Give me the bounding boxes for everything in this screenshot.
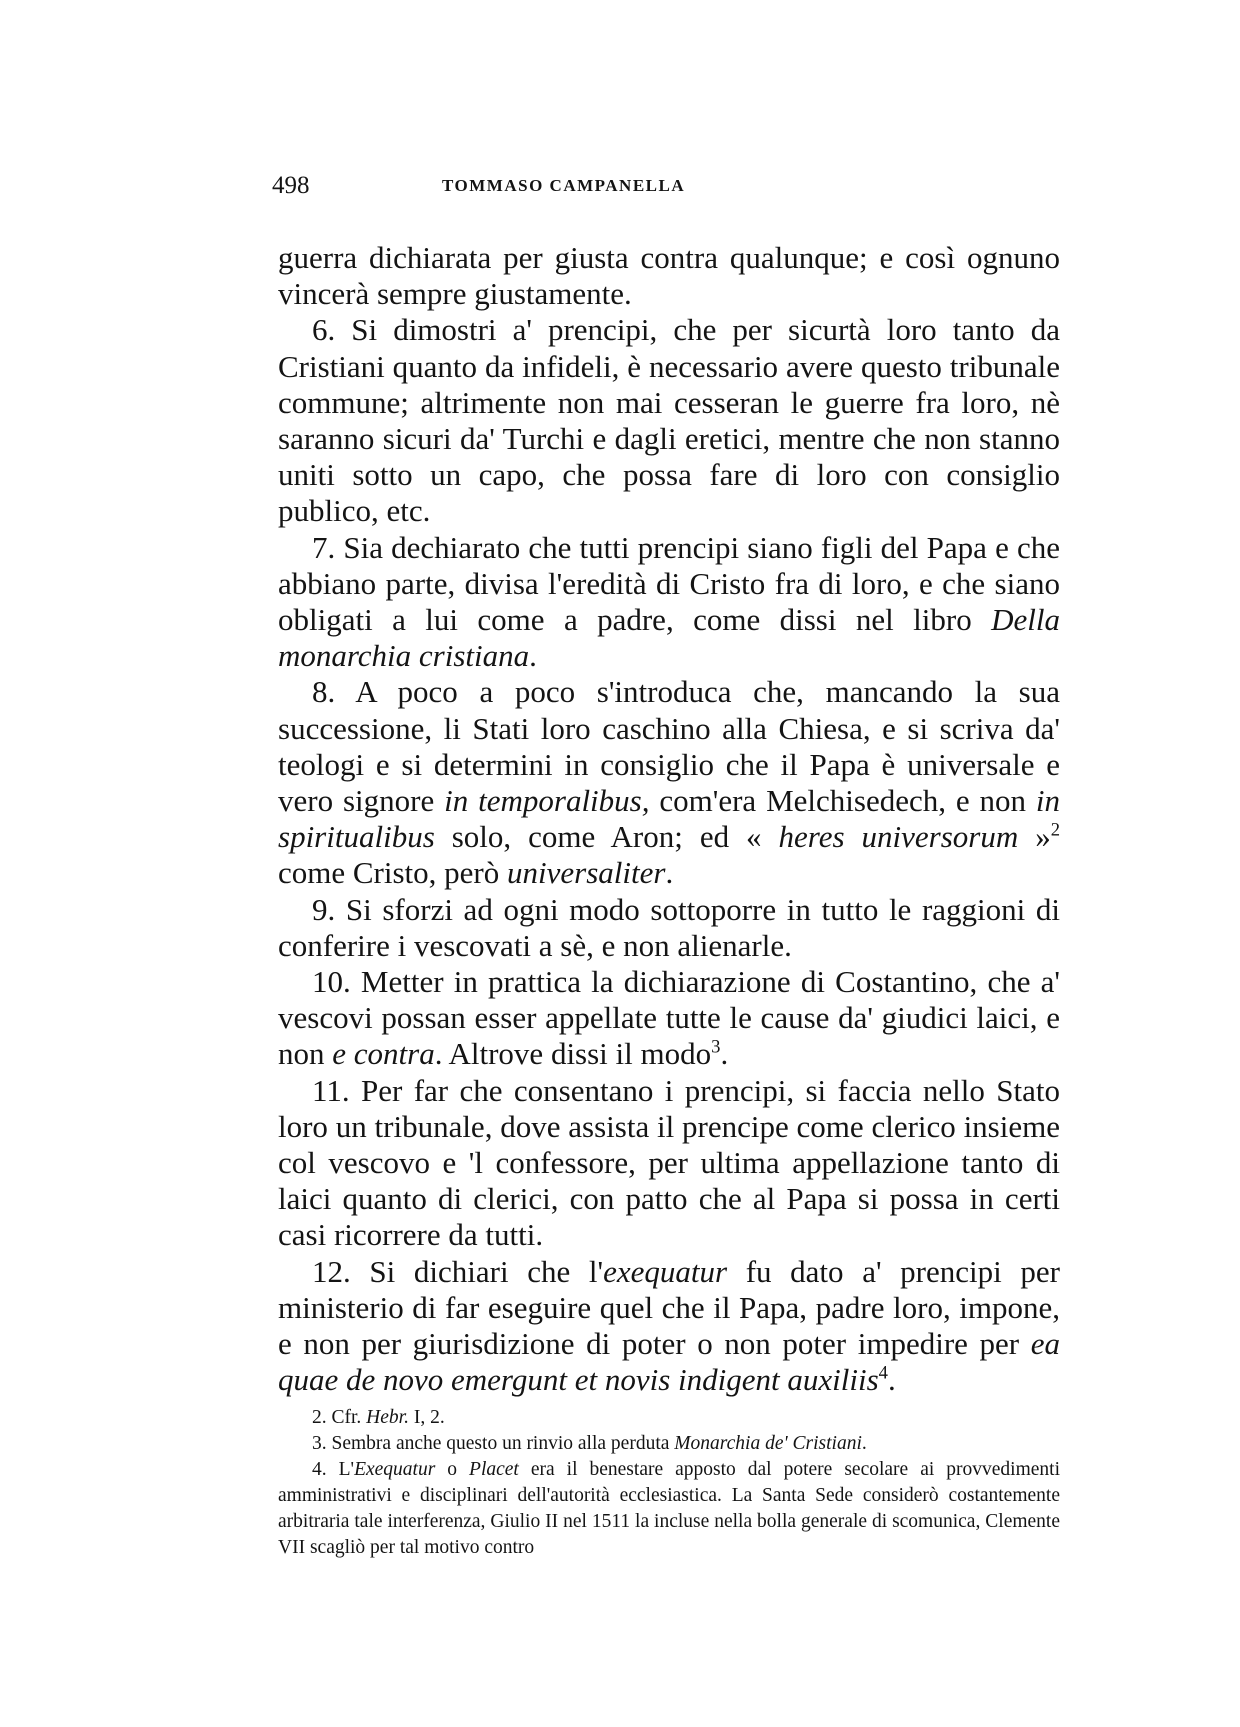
footnote-2: 2. Cfr. Hebr. I, 2. bbox=[312, 1407, 445, 1428]
paragraph-12: 12. Si dichiari che l'exequatur fu dato a' prencipi per ministerio di far eseguire quel che il Papa, padre loro, impone, e non per giurisdizione di poter o non poter impedire per ea quae de novo emergunt et novis indigent auxiliis$^4$. bbox=[278, 1253, 1060, 1398]
paragraph-9: 9. Si sforzi ad ogni modo sottoporre in tutto le raggioni di conferire i vescovati a sè, e non alienarle. bbox=[278, 891, 1060, 963]
book-title: Della monarchia cristiana bbox=[278, 602, 1060, 674]
paragraph-7: 7. Sia dechiarato che tutti prencipi siano figli del Papa e che abbiano parte, divisa l'eredità di Cristo fra di loro, e che siano obligati a lui come a padre, come dissi nel libro Della monarchia cristiana. bbox=[278, 529, 1060, 674]
paragraph-11: 11. Per far che consentano i prencipi, si faccia nello Stato loro un tribunale, dove assista il prencipe come clerico insieme col vescovo e 'l confessore, per ultima appellazione tanto di laici quanto di clerici, con patto che al Papa si possa in certi casi ricorrere da tutti. bbox=[278, 1072, 1060, 1253]
footnote-3: 3. Sembra anche questo un rinvio alla perduta Monarchia de' Cristiani. bbox=[312, 1433, 867, 1454]
page-number: 498 bbox=[272, 172, 310, 199]
running-title: TOMMASO CAMPANELLA bbox=[442, 176, 686, 195]
footnote-ref-4: 4 bbox=[878, 1362, 888, 1384]
paragraph-continued: guerra dichiarata per giusta contra qualunque; e così ognuno vincerà sempre giustamente. bbox=[278, 240, 1060, 312]
main-text bbox=[278, 240, 1060, 1399]
footnote-ref-3: 3 bbox=[711, 1037, 721, 1059]
footnote-ref-2: 2 bbox=[1050, 819, 1061, 841]
footnote-4: 4. L'Exequatur o Placet era il benestare apposto dal potere secolare ai provvedimenti amministrativi e disciplinari dell'autorità ecclesiastica. La Santa Sede considerò costantemente arbitraria tale interferenza, Giulio II nel 1511 la incluse nella bolla generale di scomunica, Clemente VII scagliò per tal motivo contro bbox=[278, 1459, 1060, 1558]
footnotes bbox=[278, 1405, 1060, 1561]
paragraph-6: 6. Si dimostri a' prencipi, che per sicurtà loro tanto da Cristiani quanto da infideli, è necessario avere questo tribunale commune; altrimente non mai cesseran le guerre fra loro, nè saranno sicuri da' Turchi e dagli eretici, mentre che non stanno uniti sotto un capo, che possa fare di loro con consiglio publico, etc. bbox=[278, 312, 1060, 529]
running-head bbox=[272, 172, 832, 202]
paragraph-8: 8. A poco a poco s'introduca che, mancando la sua successione, li Stati loro caschino alla Chiesa, e si scriva da' teologi e si determini in consiglio che il Papa è universale e vero signore in temporalibus, com'era Melchisedech, e non in spiritualibus solo, come Aron; ed « heres universorum »$^2$ come Cristo, però universaliter. bbox=[278, 674, 1061, 891]
paragraph-10: 10. Metter in prattica la dichiarazione di Costantino, che a' vescovi possan esser appellate tutte le cause da' giudici laici, e non e contra. Altrove dissi il modo$^3$. bbox=[278, 964, 1060, 1072]
